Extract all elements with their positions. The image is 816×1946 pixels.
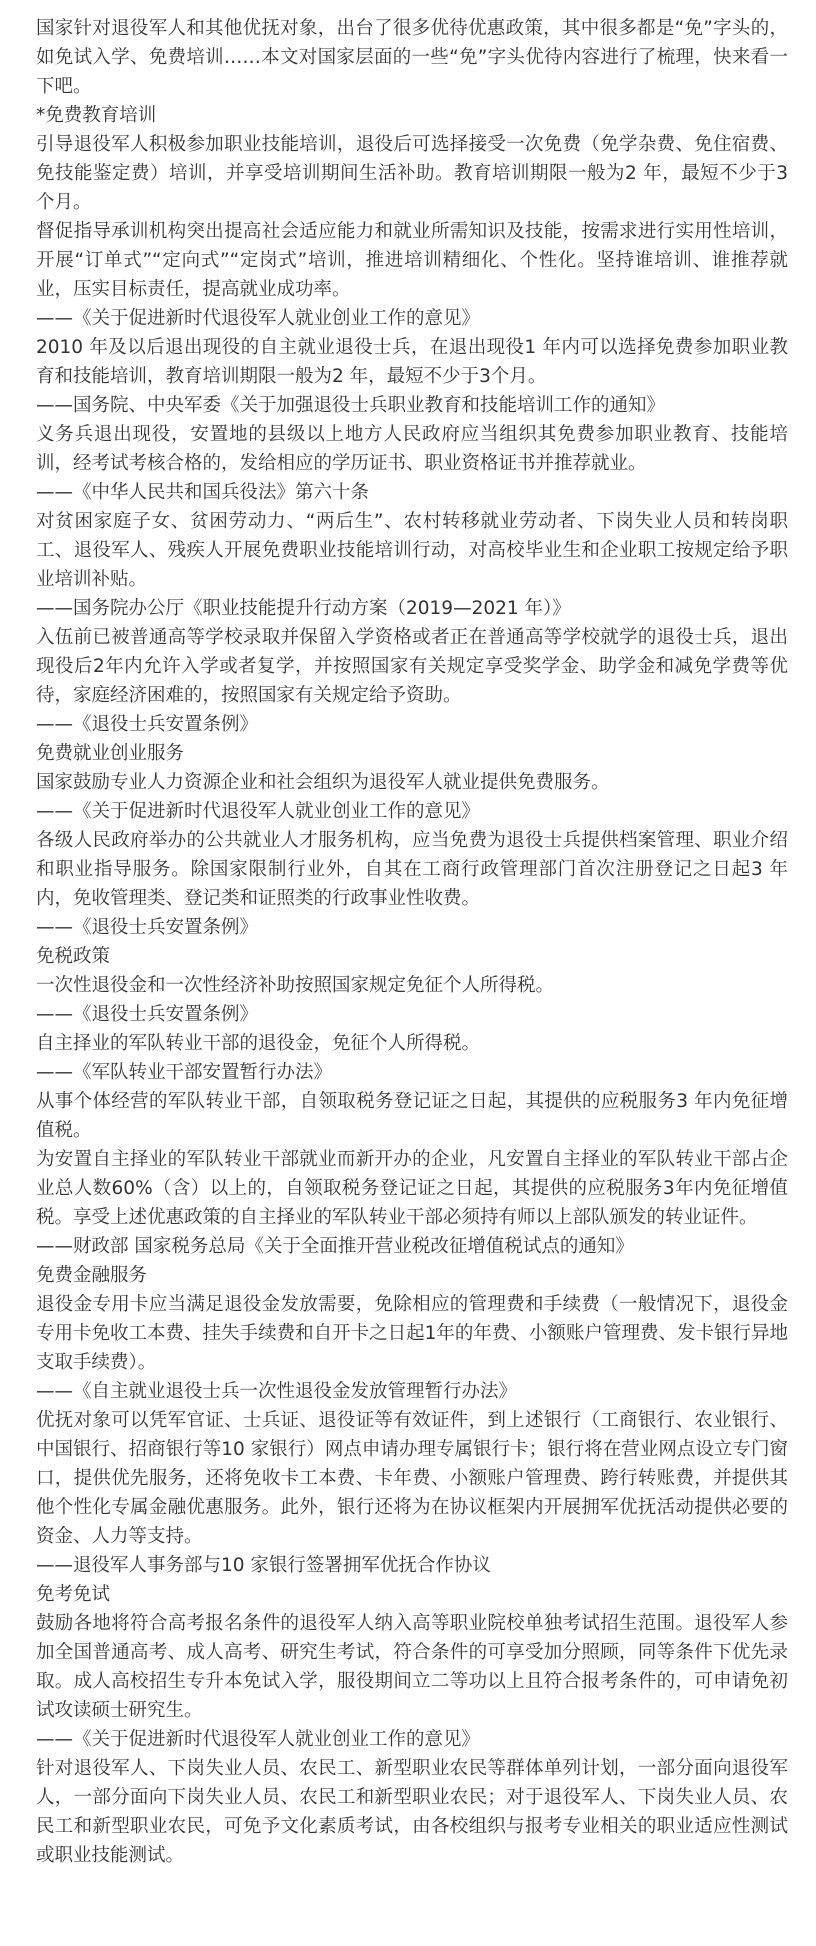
body-paragraph: 针对退役军人、下岗失业人员、农民工、新型职业农民等群体单列计划，一部分面向退役军人，一部分面向下岗失业人员、农民工和新型职业农民；对于退役军人、下岗失业人员、农民工和新型职业农民，可免予文化素质考试，由各校组织与报考专业相关的职业适应性测试或职业技能测试。: [36, 1758, 788, 1866]
body-paragraph: 督促指导承训机构突出提高社会适应能力和就业所需知识及技能，按需求进行实用性培训，开展“订单式”“定向式”“定岗式”培训，推进培训精细化、个性化。坚持谁培训、谁推荐就业，压实目标责任，提高就业成功率。: [36, 221, 788, 300]
body-paragraph: 2010 年及以后退出现役的自主就业退役士兵，在退出现役1 年内可以选择免费参加职业教育和技能培训，教育培训期限一般为2 年，最短不少于3个月。: [36, 337, 788, 387]
source-citation: ——《自主就业退役士兵一次性退役金发放管理暂行办法》: [36, 1381, 518, 1402]
source-citation: ——国务院、中央军委《关于加强退役士兵职业教育和技能培训工作的通知》: [36, 395, 666, 416]
source-citation: ——财政部 国家税务总局《关于全面推开营业税改征增值税试点的通知》: [36, 1236, 634, 1257]
body-paragraph: 为安置自主择业的军队转业干部就业而新开办的企业，凡安置自主择业的军队转业干部占企业总人数60%（含）以上的，自领取税务登记证之日起，其提供的应税服务3年内免征增值税。享受上述优惠政策的自主择业的军队转业干部必须持有师以上部队颁发的转业证件。: [36, 1149, 788, 1228]
body-paragraph: 义务兵退出现役，安置地的县级以上地方人民政府应当组织其免费参加职业教育、技能培训，经考试考核合格的，发给相应的学历证书、职业资格证书并推荐就业。: [36, 424, 788, 474]
body-paragraph: 对贫困家庭子女、贫困劳动力、“两后生”、农村转移就业劳动者、下岗失业人员和转岗职工、退役军人、残疾人开展免费职业技能培训行动，对高校毕业生和企业职工按规定给予职业培训补贴。: [36, 511, 788, 590]
body-paragraph: 自主择业的军队转业干部的退役金，免征个人所得税。: [36, 1033, 481, 1054]
source-citation: ——《军队转业干部安置暂行办法》: [36, 1062, 333, 1083]
section-heading: 免税政策: [36, 946, 111, 967]
body-paragraph: 引导退役军人积极参加职业技能培训，退役后可选择接受一次免费（免学杂费、免住宿费、免技能鉴定费）培训，并享受培训期间生活补助。教育培训期限一般为2 年，最短不少于3 个月。: [36, 134, 788, 213]
body-paragraph: 鼓励各地将符合高考报名条件的退役军人纳入高等职业院校单独考试招生范围。退役军人参加全国普通高考、成人高考、研究生考试，符合条件的可享受加分照顾，同等条件下优先录取。成人高校招生专升本免试入学，服役期间立二等功以上且符合报考条件的，可申请免初试攻读硕士研究生。: [36, 1613, 788, 1721]
source-citation: ——《中华人民共和国兵役法》第六十条: [36, 482, 370, 503]
body-paragraph: 入伍前已被普通高等学校录取并保留入学资格或者正在普通高等学校就学的退役士兵，退出现役后2年内允许入学或者复学，并按照国家有关规定享受奖学金、助学金和减免学费等优待，家庭经济困难的，按照国家有关规定给予资助。: [36, 627, 788, 706]
body-paragraph: 优抚对象可以凭军官证、士兵证、退役证等有效证件，到上述银行（工商银行、农业银行、中国银行、招商银行等10 家银行）网点申请办理专属银行卡；银行将在营业网点设立专门窗口，提供优先服务，还将免收卡工本费、卡年费、小额账户管理费、跨行转账费，并提供其他个性化专属金融优惠服务。此外，银行还将为在协议框架内开展拥军优抚活动提供必要的资金、人力等支持。: [36, 1410, 788, 1547]
source-citation: ——《关于促进新时代退役军人就业创业工作的意见》: [36, 801, 481, 822]
section-heading: 免费就业创业服务: [36, 743, 185, 764]
article-body: [36, 14, 788, 1870]
body-paragraph: 各级人民政府举办的公共就业人才服务机构，应当免费为退役士兵提供档案管理、职业介绍和职业指导服务。除国家限制行业外，自其在工商行政管理部门首次注册登记之日起3 年内，免收管理类、登记类和证照类的行政事业性收费。: [36, 830, 788, 909]
body-paragraph: 退役金专用卡应当满足退役金发放需要，免除相应的管理费和手续费（一般情况下，退役金专用卡免收工本费、挂失手续费和自开卡之日起1年的年费、小额账户管理费、发卡银行异地支取手续费）。: [36, 1294, 788, 1373]
source-citation: ——《退役士兵安置条例》: [36, 917, 259, 938]
section-heading: 免费金融服务: [36, 1265, 148, 1286]
body-paragraph: 一次性退役金和一次性经济补助按照国家规定免征个人所得税。: [36, 975, 555, 996]
source-citation: ——《关于促进新时代退役军人就业创业工作的意见》: [36, 1729, 481, 1750]
body-paragraph: 国家鼓励专业人力资源企业和社会组织为退役军人就业提供免费服务。: [36, 772, 610, 793]
source-citation: ——《关于促进新时代退役军人就业创业工作的意见》: [36, 308, 481, 329]
source-citation: ——国务院办公厅《职业技能提升行动方案（2019—2021 年）》: [36, 598, 571, 619]
section-heading: *免费教育培训: [36, 105, 157, 126]
intro-paragraph: 国家针对退役军人和其他优抚对象，出台了很多优待优惠政策，其中很多都是“免”字头的，如免试入学、免费培训……本文对国家层面的一些“免”字头优待内容进行了梳理，快来看一下吧。: [36, 18, 788, 97]
body-paragraph: 从事个体经营的军队转业干部，自领取税务登记证之日起，其提供的应税服务3 年内免征增值税。: [36, 1091, 788, 1141]
source-citation: ——《退役士兵安置条例》: [36, 714, 259, 735]
source-citation: ——退役军人事务部与10 家银行签署拥军优抚合作协议: [36, 1555, 491, 1576]
section-heading: 免考免试: [36, 1584, 111, 1605]
source-citation: ——《退役士兵安置条例》: [36, 1004, 259, 1025]
